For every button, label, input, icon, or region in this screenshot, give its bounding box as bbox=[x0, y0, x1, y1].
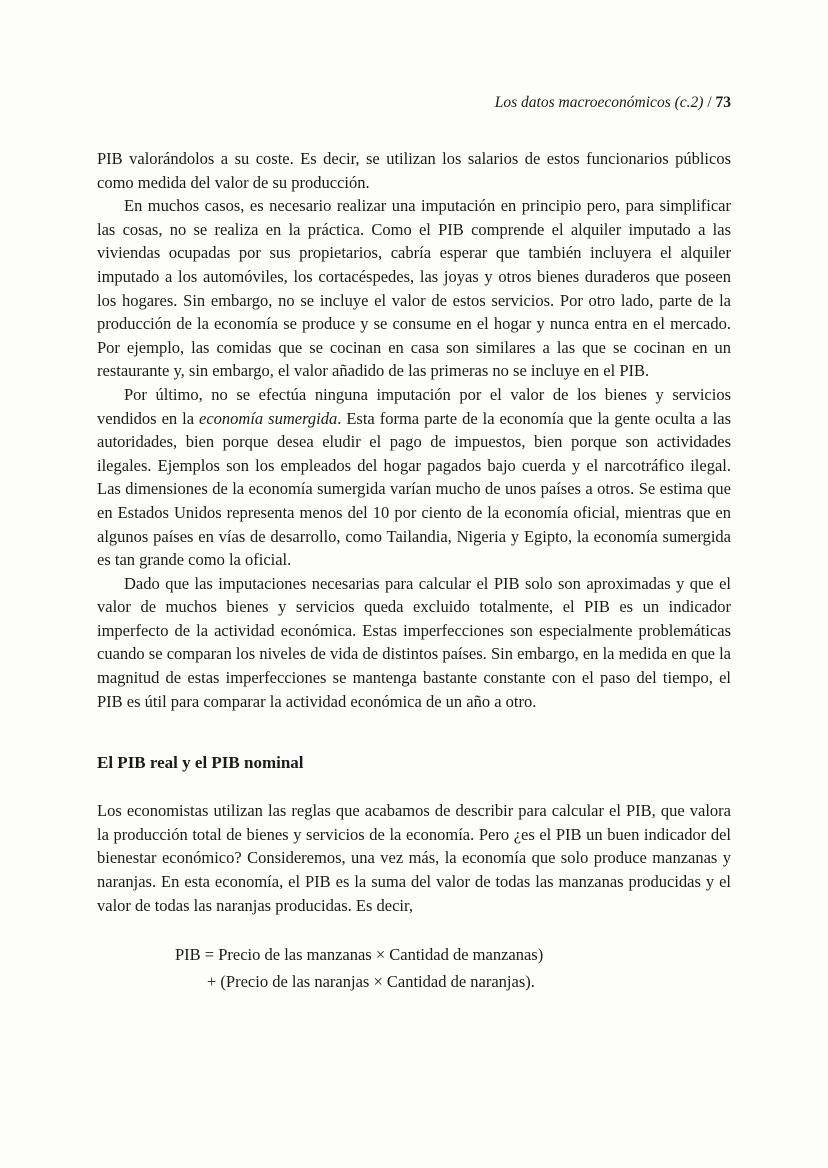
section-heading: El PIB real y el PIB nominal bbox=[97, 753, 304, 773]
paragraph-intro-2: En muchos casos, es necesario realizar una imputación en principio pero, para simplificar las cosas, no se realiza en la práctica. Como el PIB comprende el alquiler imputado a las viviendas ocupadas por sus propietarios, cabría esperar que también incluyera el alquiler imputado a los automóviles, los cortacéspedes, las joyas y otros bienes duraderos que poseen los hogares. Sin embargo, no se incluye el valor de estos servicios. Por otro lado, parte de la producción de la economía se produce y se consume en el hogar y nunca entra en el mercado. Por ejemplo, las comidas que se cocinan en casa son similares a las que se cocinan en un restaurante y, sin embargo, el valor añadido de las primeras no se incluye en el PIB. bbox=[97, 196, 731, 381]
equation-line-1: PIB = Precio de las manzanas × Cantidad de manzanas) bbox=[175, 945, 544, 965]
paragraph-intro-3-before: Por último, no se efectúa ninguna imputación por el valor de los bienes y servicios vendidos en la bbox=[97, 384, 731, 428]
body-text bbox=[97, 147, 731, 995]
equation-line-2: + (Precio de las naranjas × Cantidad de naranjas). bbox=[207, 972, 535, 992]
paragraph-intro-3-after: . Esta forma parte de la economía que la gente oculta a las autoridades, bien porque desea eludir el pago de impuestos, bien porque son actividades ilegales. Ejemplos son los empleados del hogar pagados bajo cuerda y el narcotráfico ilegal. Las dimensiones de la economía sumergida varían mucho de unos países a otros. Se estima que en Estados Unidos representa menos del 10 por ciento de la economía oficial, mientras que en algunos países en vías de desarrollo, como Tailandia, Nigeria y Egipto, la economía sumergida es tan grande como la oficial. bbox=[97, 408, 731, 570]
term-economia-sumergida: economía sumergida bbox=[199, 408, 338, 428]
running-head-separator: / bbox=[703, 94, 716, 111]
paragraph-intro-4: Dado que las imputaciones necesarias para calcular el PIB solo son aproximadas y que el valor de muchos bienes y servicios queda excluido totalmente, el PIB es un indicador imperfecto de la actividad económica. Estas imperfecciones son especialmente problemáticas cuando se comparan los niveles de vida de distintos países. Sin embargo, en la medida en que la magnitud de estas imperfecciones se mantenga bastante constante con el paso del tiempo, el PIB es útil para comparar la actividad económica de un año a otro. bbox=[97, 573, 731, 711]
paragraph-intro-1: PIB valorándolos a su coste. Es decir, se utilizan los salarios de estos funcionarios públicos como medida del valor de su producción. bbox=[97, 149, 731, 192]
paragraph-real-nominal-1: Los economistas utilizan las reglas que acabamos de describir para calcular el PIB, que valora la producción total de bienes y servicios de la economía. Pero ¿es el PIB un buen indicador del bienestar económico? Consideremos, una vez más, la economía que solo produce manzanas y naranjas. En esta economía, el PIB es la suma del valor de todas las manzanas producidas y el valor de todas las naranjas producidas. Es decir, bbox=[97, 801, 731, 915]
paragraph-intro-3 bbox=[97, 383, 731, 572]
page-number: 73 bbox=[715, 94, 731, 111]
running-head bbox=[97, 94, 731, 111]
running-head-title: Los datos macroeconómicos (c.2) bbox=[494, 94, 704, 111]
gdp-equation bbox=[97, 941, 731, 995]
